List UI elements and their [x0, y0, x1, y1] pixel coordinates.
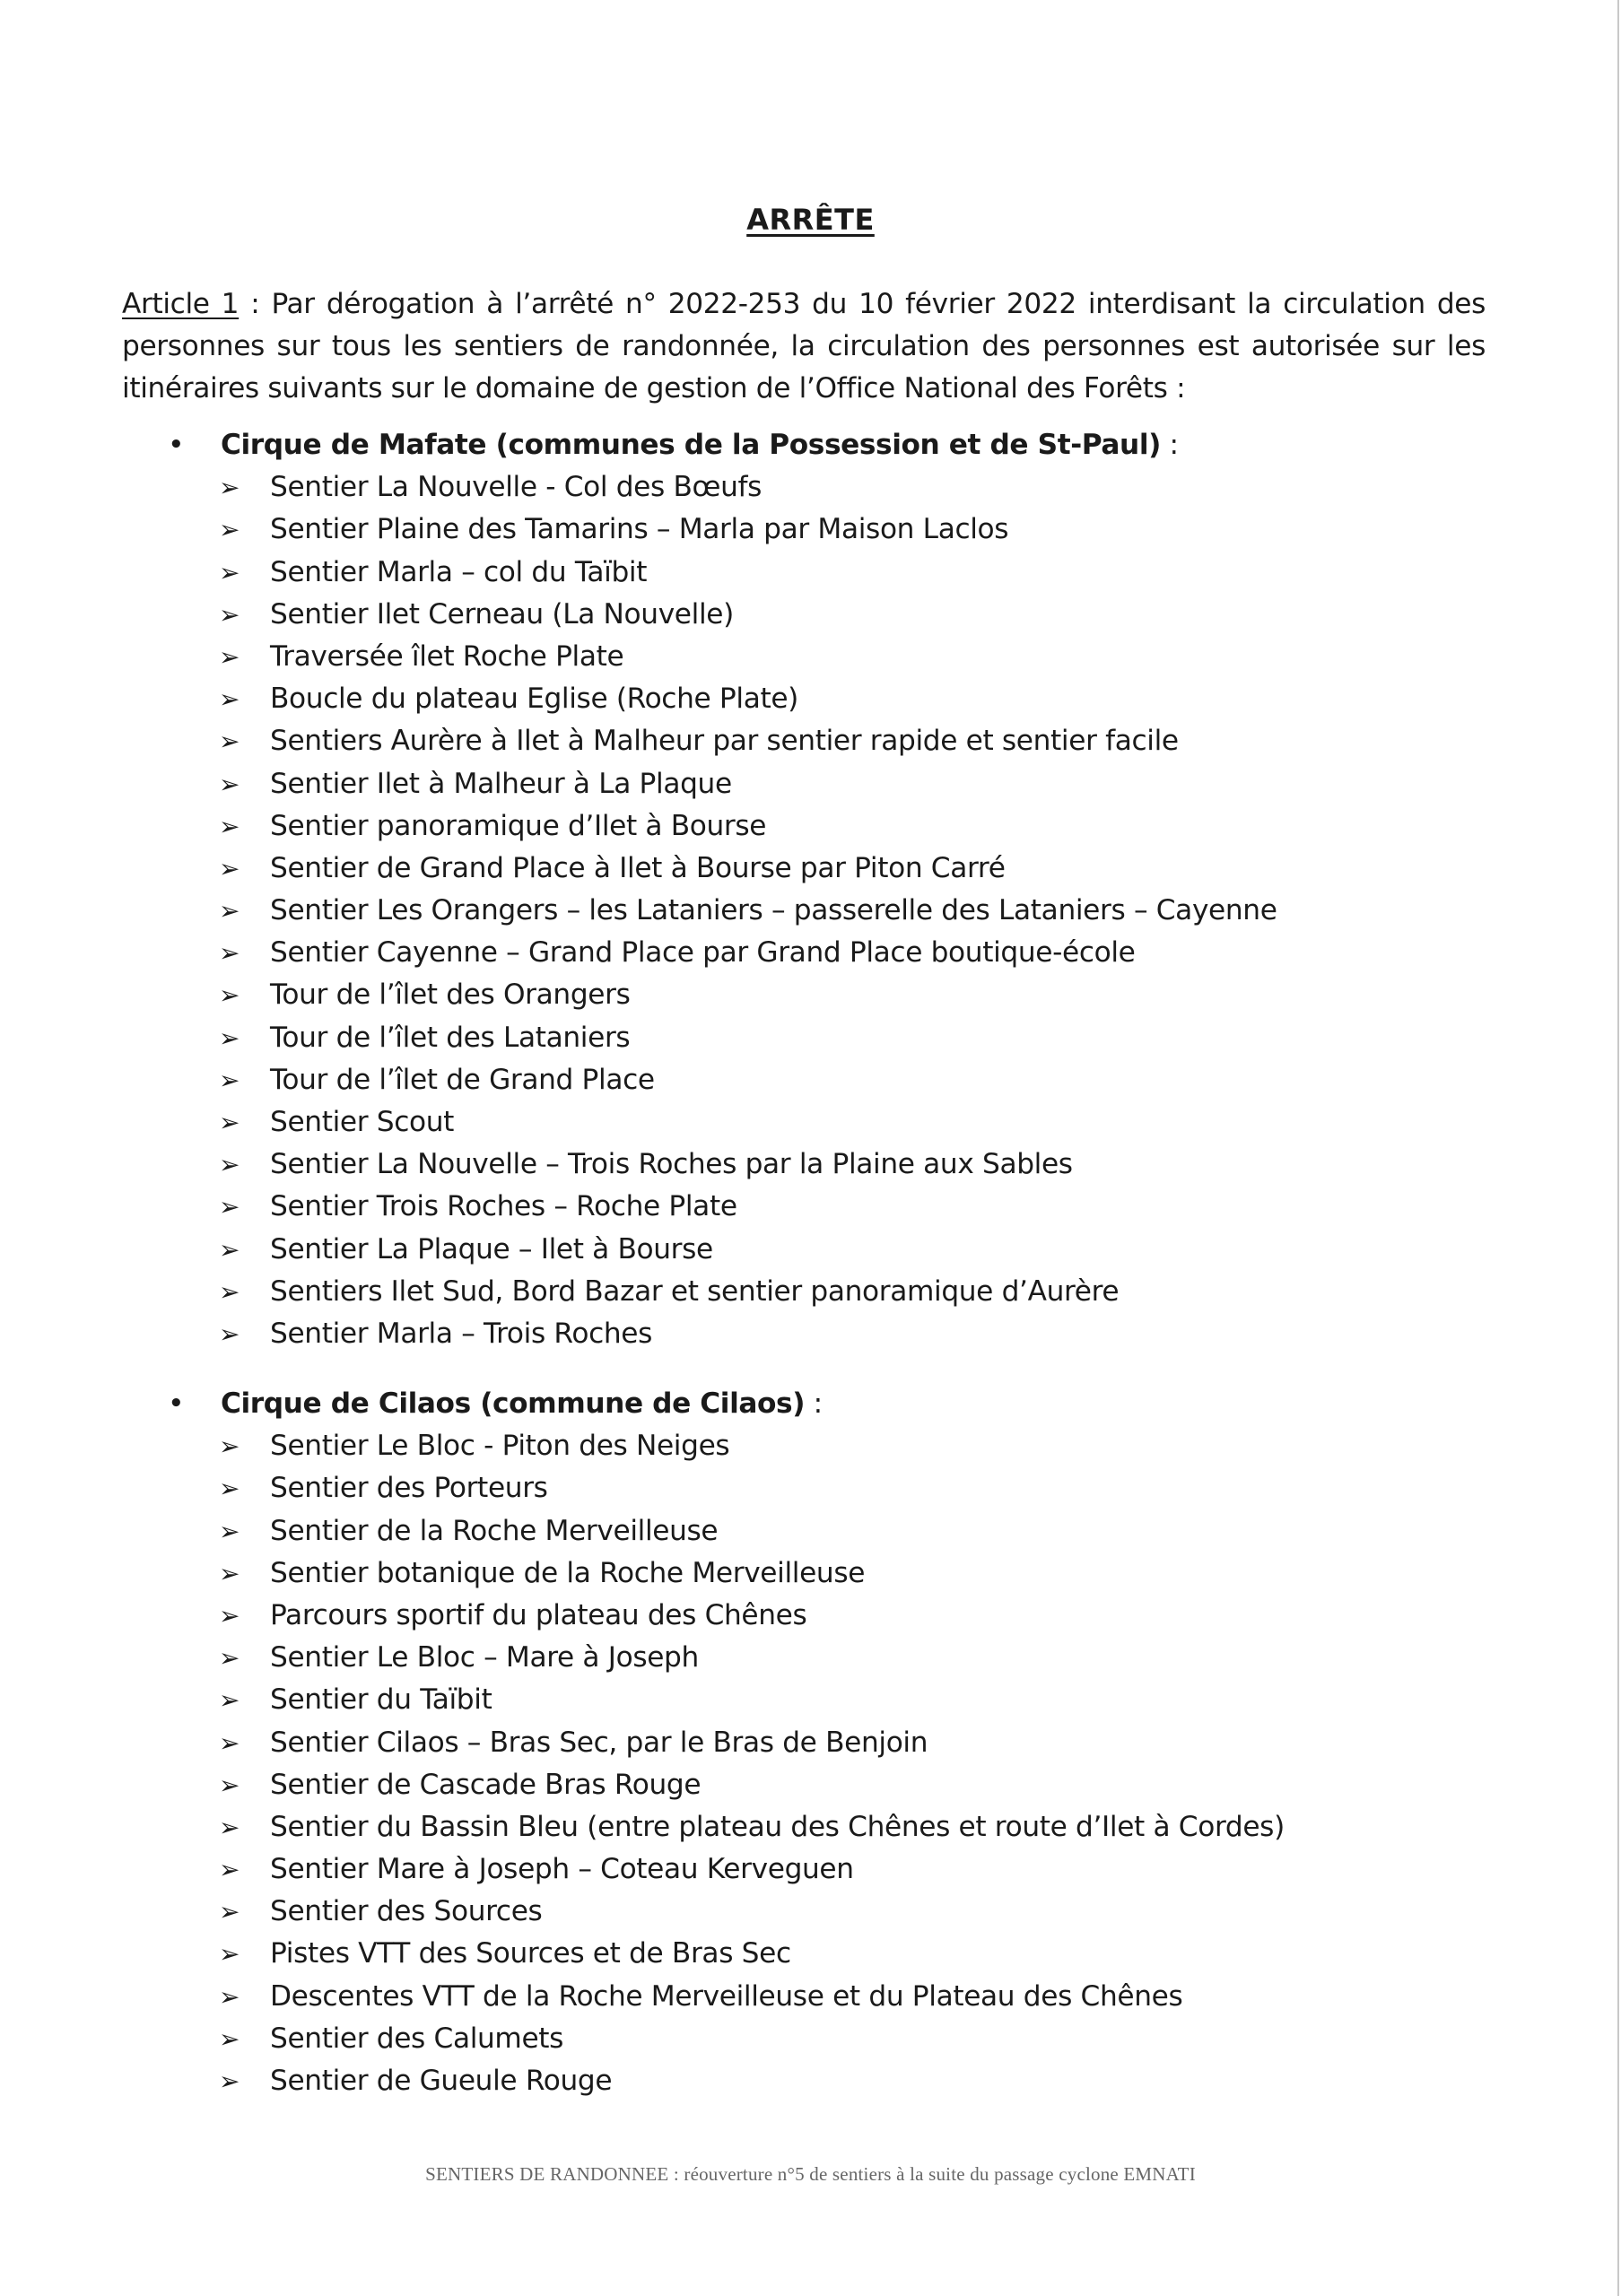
arrow-bullet-icon: ➢ [219, 1474, 240, 1504]
list-item [0, 2060, 1525, 2102]
category-heading [0, 424, 1525, 466]
trail-name: Traversée îlet Roche Plate [270, 639, 624, 673]
arrow-bullet-icon: ➢ [219, 853, 240, 883]
section-cilaos [0, 1383, 1525, 2102]
list-item [0, 1764, 1525, 1806]
arrow-bullet-icon: ➢ [219, 1516, 240, 1546]
list-item [0, 2018, 1525, 2060]
arrow-bullet-icon: ➢ [219, 641, 240, 672]
trail-name: Sentier des Sources [270, 1895, 543, 1928]
list-item [0, 1144, 1525, 1186]
trail-name: Sentier Les Orangers – les Lataniers – passerelle des Lataniers – Cayenne [270, 894, 1277, 927]
trail-name: Sentier panoramique d’Ilet à Bourse [270, 809, 767, 842]
arrow-bullet-icon: ➢ [219, 1192, 240, 1222]
bullet-icon: • [169, 1390, 184, 1417]
list-item [0, 848, 1525, 890]
trail-name: Sentier Ilet à Malheur à La Plaque [270, 767, 732, 800]
arrow-bullet-icon: ➢ [219, 557, 240, 587]
list-item [0, 552, 1525, 594]
trail-name: Sentiers Ilet Sud, Bord Bazar et sentier panoramique d’Aurère [270, 1274, 1120, 1308]
list-item [0, 932, 1525, 974]
arrow-bullet-icon: ➢ [219, 1022, 240, 1053]
arrow-bullet-icon: ➢ [219, 938, 240, 969]
list-item [0, 1017, 1525, 1059]
list-item [0, 594, 1525, 636]
trail-name: Tour de l’îlet des Lataniers [270, 1021, 631, 1054]
arrow-bullet-icon: ➢ [219, 1897, 240, 1927]
trail-name: Sentier du Taïbit [270, 1683, 492, 1717]
list-item [0, 1679, 1525, 1721]
arrow-bullet-icon: ➢ [219, 1234, 240, 1265]
trail-name: Sentier La Nouvelle - Col des Bœufs [270, 471, 763, 504]
list-item [0, 1101, 1525, 1144]
trail-name: Sentier de Cascade Bras Rouge [270, 1768, 702, 1801]
trail-name: Sentier de Grand Place à Ilet à Bourse par Piton Carré [270, 851, 1006, 884]
trail-name: Descentes VTT de la Roche Merveilleuse et du Plateau des Chênes [270, 1979, 1183, 2013]
trail-name: Sentier Mare à Joseph – Coteau Kerveguen [270, 1853, 854, 1886]
list-item [0, 1722, 1525, 1764]
list-item [0, 1271, 1525, 1313]
list-item [0, 805, 1525, 848]
trail-name: Pistes VTT des Sources et de Bras Sec [270, 1937, 791, 1970]
document-title [0, 199, 1621, 240]
arrow-bullet-icon: ➢ [219, 1108, 240, 1137]
category-text: Cirque de Mafate (communes de la Possession et de St-Paul) : [221, 429, 1179, 461]
list-item [0, 1891, 1525, 1933]
list-item [0, 1806, 1525, 1848]
list-item [0, 466, 1525, 509]
list-item [0, 1425, 1525, 1467]
arrow-bullet-icon: ➢ [219, 1770, 240, 1800]
arrow-bullet-icon: ➢ [219, 811, 240, 841]
arrow-bullet-icon: ➢ [219, 769, 240, 799]
trail-name: Sentier botanique de la Roche Merveilleuse [270, 1556, 866, 1589]
trail-name: Sentiers Aurère à Ilet à Malheur par sentier rapide et sentier facile [270, 725, 1179, 758]
arrow-bullet-icon: ➢ [219, 599, 240, 630]
arrow-bullet-icon: ➢ [219, 1150, 240, 1180]
arrow-bullet-icon: ➢ [219, 1600, 240, 1631]
list-item [0, 1595, 1525, 1637]
list-item [0, 509, 1525, 551]
trail-name: Sentier Le Bloc - Piton des Neiges [270, 1430, 730, 1463]
arrow-bullet-icon: ➢ [219, 2023, 240, 2054]
list-item [0, 1552, 1525, 1595]
list-item [0, 1848, 1525, 1891]
arrow-bullet-icon: ➢ [219, 1318, 240, 1349]
section-mafate [0, 424, 1525, 1355]
trail-name: Sentier de Gueule Rouge [270, 2065, 613, 2097]
arrow-bullet-icon: ➢ [219, 1276, 240, 1307]
list-item [0, 1933, 1525, 1975]
category-text: Cirque de Cilaos (commune de Cilaos) : [221, 1387, 823, 1420]
article-text: Par dérogation à l’arrêté n° 2022-253 du 10 février 2022 interdisant la circulation des personnes sur tous les sentiers de randonnée, la circulation des personnes est autorisée sur les itinéraires suivants sur le domaine de gestion de l’Office National des Forêts : [122, 288, 1486, 405]
arrow-bullet-icon: ➢ [219, 1643, 240, 1674]
trail-name: Sentier du Bassin Bleu (entre plateau des Chênes et route d’Ilet à Cordes) [270, 1810, 1285, 1843]
title-text: ARRÊTE [746, 203, 875, 237]
trail-name: Sentier Cilaos – Bras Sec, par le Bras de Benjoin [270, 1726, 928, 1759]
list-item [0, 763, 1525, 805]
trail-name: Sentier Trois Roches – Roche Plate [270, 1190, 737, 1223]
trail-name: Sentier La Plaque – Ilet à Bourse [270, 1232, 713, 1265]
arrow-bullet-icon: ➢ [219, 1065, 240, 1095]
arrow-bullet-icon: ➢ [219, 515, 240, 545]
arrow-bullet-icon: ➢ [219, 2066, 240, 2096]
trail-name: Tour de l’îlet de Grand Place [270, 1063, 655, 1096]
arrow-bullet-icon: ➢ [219, 1558, 240, 1588]
trail-name: Sentier Ilet Cerneau (La Nouvelle) [270, 597, 734, 631]
trail-name: Sentier Marla – Trois Roches [270, 1317, 653, 1350]
list-item [0, 678, 1525, 720]
trail-name: Tour de l’îlet des Orangers [270, 978, 631, 1012]
trail-name: Sentier La Nouvelle – Trois Roches par la Plaine aux Sables [270, 1148, 1073, 1181]
list-item [0, 1059, 1525, 1101]
bullet-icon: • [169, 431, 184, 458]
article-separator: : [239, 288, 272, 320]
trail-name: Sentier des Porteurs [270, 1472, 548, 1505]
list-item [0, 1186, 1525, 1228]
list-item [0, 636, 1525, 678]
trail-name: Boucle du plateau Eglise (Roche Plate) [270, 683, 798, 716]
arrow-bullet-icon: ➢ [219, 980, 240, 1011]
page-footer: SENTIERS DE RANDONNEE : réouverture n°5 de sentiers à la suite du passage cyclone EMNATI [425, 2163, 1196, 2185]
list-item [0, 1313, 1525, 1355]
arrow-bullet-icon: ➢ [219, 726, 240, 757]
trail-name: Sentier des Calumets [270, 2022, 564, 2055]
trail-name: Sentier Scout [270, 1106, 455, 1138]
arrow-bullet-icon: ➢ [219, 1431, 240, 1462]
list-item [0, 1976, 1525, 2018]
list-item [0, 1637, 1525, 1679]
list-item [0, 890, 1525, 932]
article-label: Article 1 [122, 288, 240, 320]
arrow-bullet-icon: ➢ [219, 1939, 240, 1970]
article-1-paragraph [122, 283, 1486, 411]
trail-name: Sentier Le Bloc – Mare à Joseph [270, 1641, 699, 1674]
arrow-bullet-icon: ➢ [219, 1855, 240, 1885]
list-item [0, 974, 1525, 1016]
arrow-bullet-icon: ➢ [219, 896, 240, 926]
arrow-bullet-icon: ➢ [219, 1812, 240, 1842]
list-item [0, 1510, 1525, 1552]
trail-name: Parcours sportif du plateau des Chênes [270, 1598, 807, 1631]
list-item [0, 720, 1525, 762]
arrow-bullet-icon: ➢ [219, 473, 240, 503]
trail-name: Sentier Cayenne – Grand Place par Grand Place boutique-école [270, 936, 1136, 970]
category-heading [0, 1383, 1525, 1425]
arrow-bullet-icon: ➢ [219, 684, 240, 715]
list-item [0, 1229, 1525, 1271]
scanned-page-edge [1617, 0, 1619, 2296]
trail-name: Sentier Marla – col du Taïbit [270, 555, 648, 588]
trail-name: Sentier Plaine des Tamarins – Marla par Maison Laclos [270, 513, 1009, 546]
arrow-bullet-icon: ➢ [219, 1727, 240, 1758]
list-item [0, 1467, 1525, 1509]
arrow-bullet-icon: ➢ [219, 1685, 240, 1716]
arrow-bullet-icon: ➢ [219, 1981, 240, 2012]
trail-name: Sentier de la Roche Merveilleuse [270, 1514, 719, 1547]
